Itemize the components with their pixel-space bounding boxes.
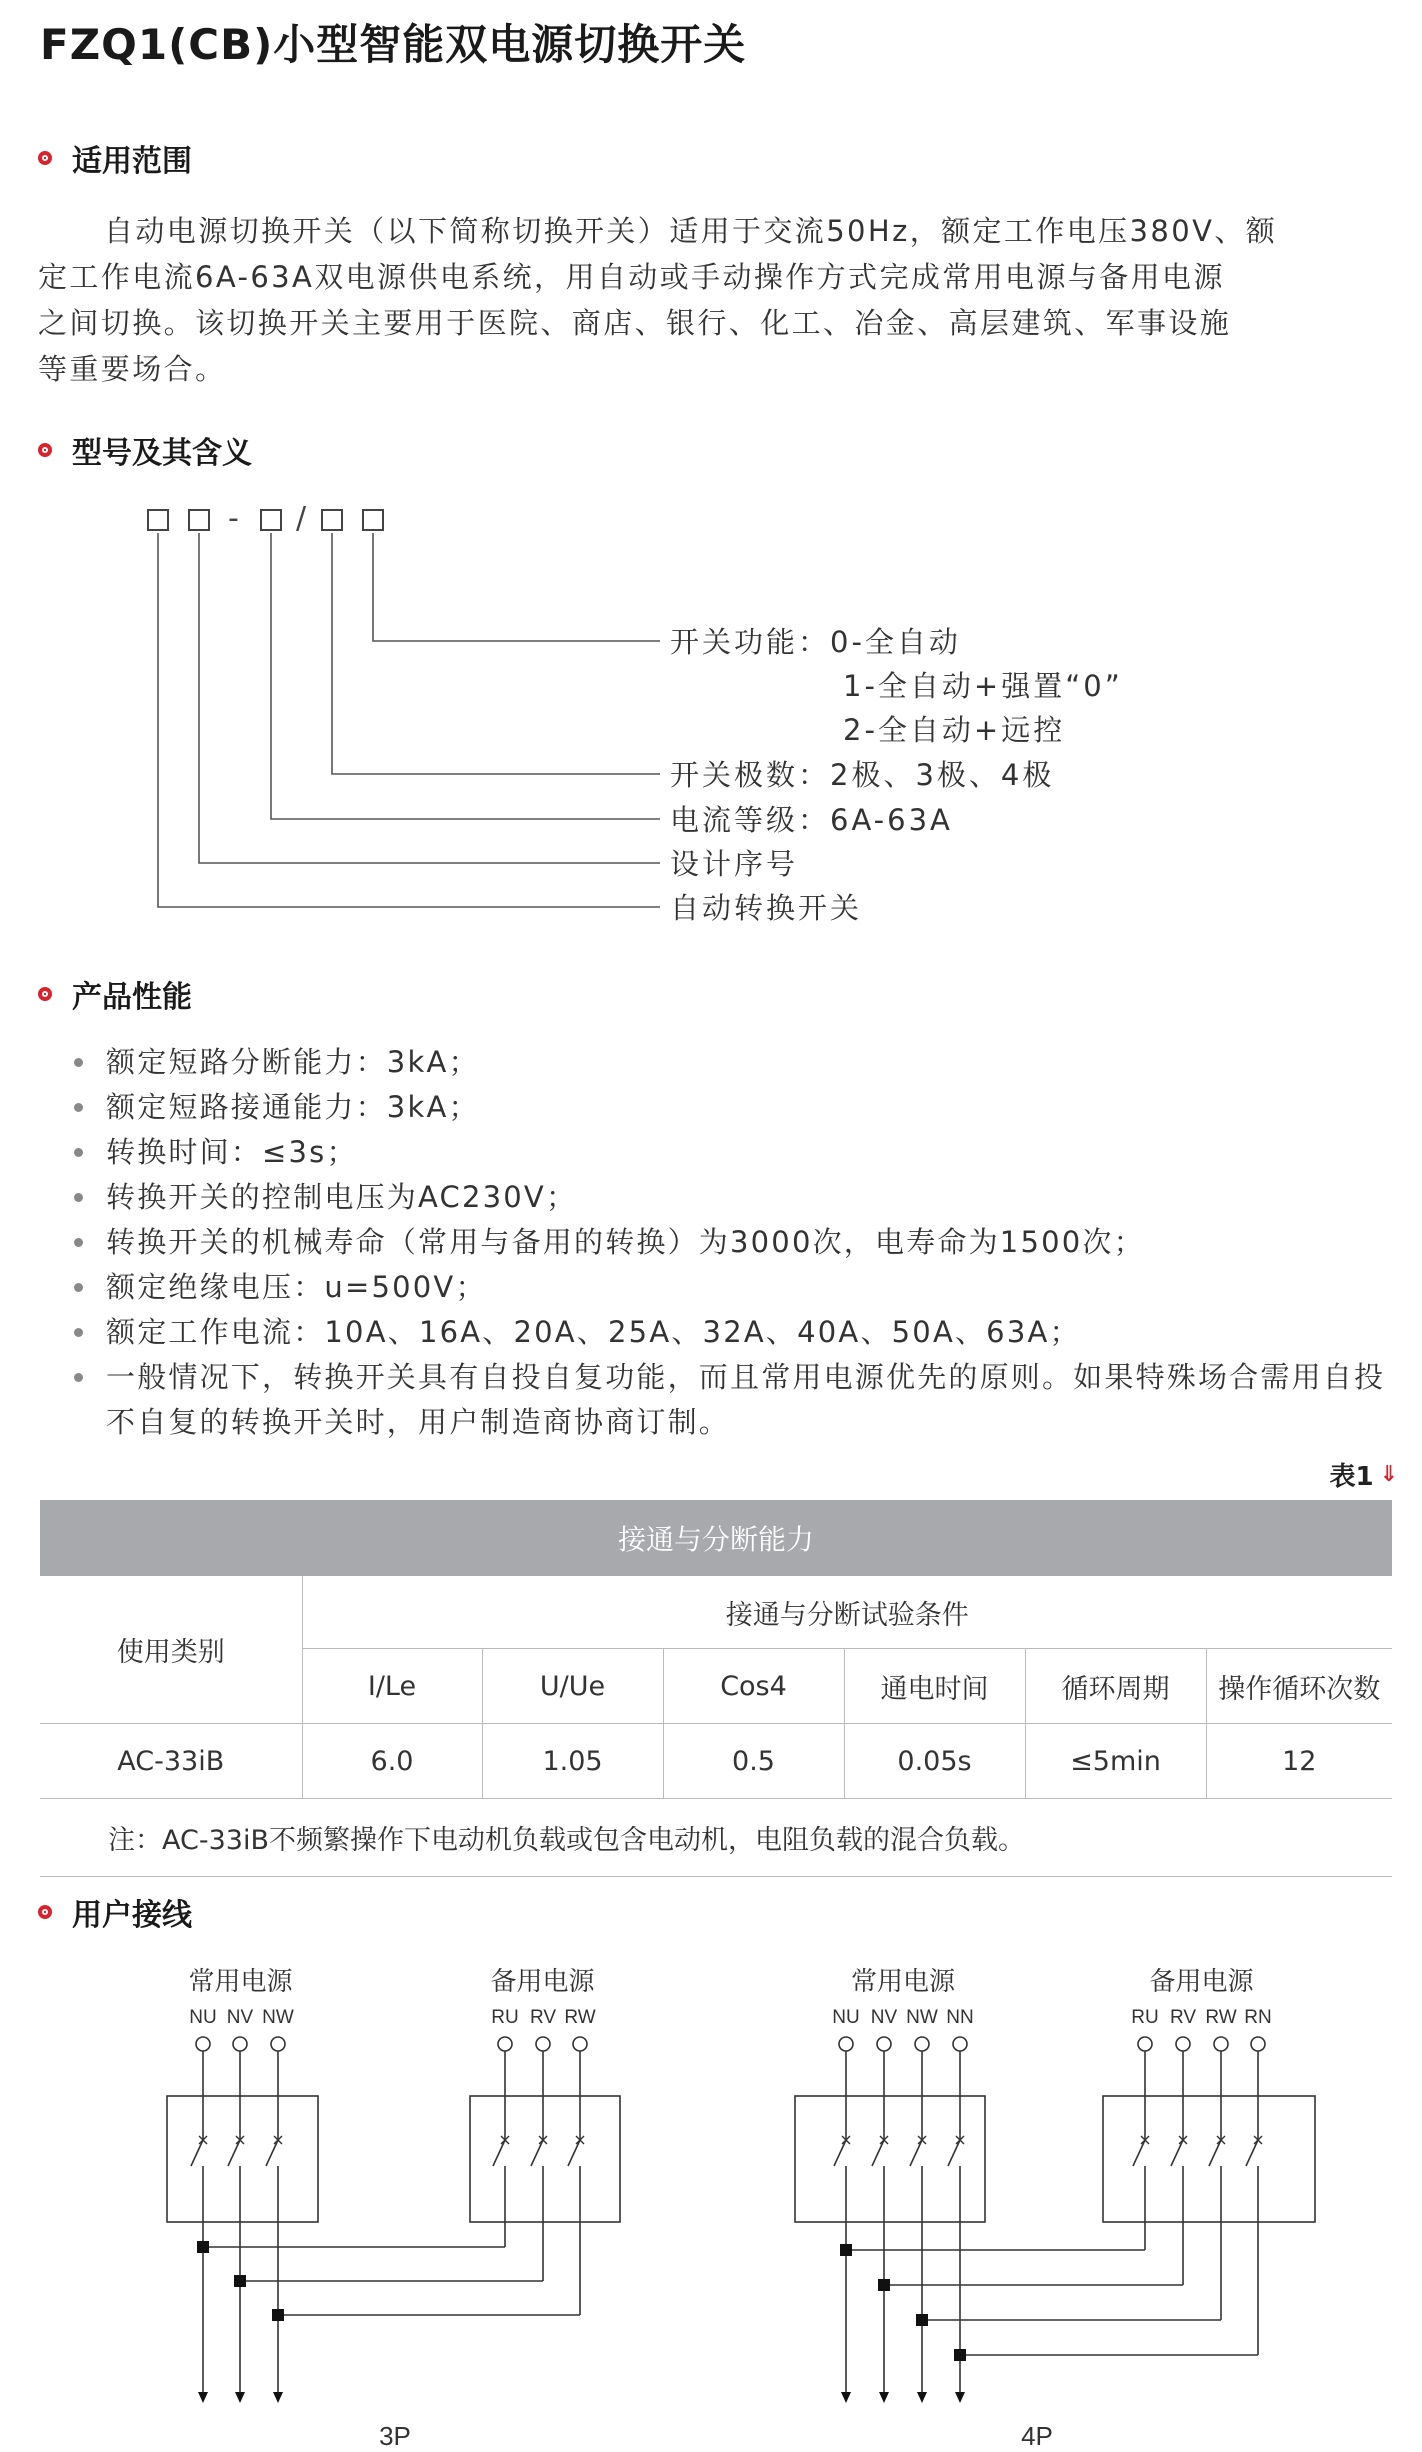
model-item-function <box>670 620 961 661</box>
model-item-series <box>670 842 798 883</box>
leader-line-function <box>373 533 660 641</box>
table-column-header: U/Ue <box>482 1649 663 1724</box>
junction-dot-icon <box>197 2241 209 2253</box>
section-heading-text: 适用范围 <box>72 144 192 179</box>
switch-blade-icon <box>834 2140 846 2166</box>
output-arrow-icon <box>955 2392 965 2403</box>
switch-blade-icon <box>872 2140 884 2166</box>
terminal-circle-icon <box>953 2037 967 2051</box>
backup-switch-box <box>470 2096 620 2222</box>
terminal-circle-icon <box>1251 2037 1265 2051</box>
model-item-value: 6A-63A <box>830 803 953 837</box>
list-item: 转换开关的控制电压为AC230V； <box>68 1175 1398 1220</box>
scope-line: 等重要场合。 <box>38 352 227 386</box>
section-heading-text: 产品性能 <box>72 980 192 1015</box>
model-item-function-option <box>843 708 1065 749</box>
model-item-poles <box>670 753 1054 794</box>
terminal-circle-icon <box>573 2037 587 2051</box>
switch-blade-icon <box>948 2140 960 2166</box>
terminal-label: NV <box>226 2007 254 2028</box>
table-row <box>40 1724 1392 1799</box>
model-item-label: 开关功能： <box>670 625 831 659</box>
terminal-label: RW <box>564 2007 596 2028</box>
terminal-circle-icon <box>1176 2037 1190 2051</box>
terminal-label: RV <box>529 2007 557 2028</box>
leader-line-current <box>271 533 660 819</box>
model-item-value: 1-全自动+强置“0” <box>843 669 1123 703</box>
list-item: 额定绝缘电压：u=500V； <box>68 1265 1398 1310</box>
table-note: 注：AC-33iB不频繁操作下电动机负载或包含电动机，电阻负载的混合负载。 <box>40 1799 1392 1877</box>
scope-line: 自动电源切换开关（以下简称切换开关）适用于交流50Hz，额定工作电压380V、额 <box>104 214 1278 248</box>
primary-switch-box <box>167 2096 318 2222</box>
junction-dot-icon <box>916 2314 928 2326</box>
table-cell: 0.05s <box>844 1724 1025 1799</box>
output-arrow-icon <box>198 2392 208 2403</box>
terminal-label: NW <box>262 2007 294 2028</box>
switch-blade-icon <box>1246 2140 1258 2166</box>
terminal-label: RW <box>1205 2007 1237 2028</box>
switch-blade-icon <box>493 2140 505 2166</box>
terminal-label: NU <box>189 2007 217 2028</box>
switch-blade-icon <box>266 2140 278 2166</box>
list-item: 转换开关的机械寿命（常用与备用的转换）为3000次，电寿命为1500次； <box>68 1220 1398 1265</box>
switch-blade-icon <box>1209 2140 1221 2166</box>
terminal-label: RU <box>491 2007 519 2028</box>
table-column-header: I/Le <box>302 1649 482 1724</box>
backup-source-label: 备用电源 <box>490 1966 595 1996</box>
scope-line: 定工作电流6A-63A双电源供电系统，用自动或手动操作方式完成常用电源与备用电源 <box>38 260 1225 294</box>
terminal-label: NN <box>946 2007 974 2028</box>
backup-switch-box <box>1103 2096 1315 2222</box>
section-heading-text: 型号及其含义 <box>72 436 252 471</box>
list-item: 额定短路分断能力：3kA； <box>68 1040 1398 1085</box>
table-column-header: 操作循环次数 <box>1206 1649 1392 1724</box>
terminal-circle-icon <box>536 2037 550 2051</box>
list-item: 一般情况下，转换开关具有自投自复功能，而且常用电源优先的原则。如果特殊场合需用自投不自复的转换开关时，用户制造商协商订制。 <box>68 1355 1398 1445</box>
model-item-value: 2-全自动+远控 <box>843 713 1066 747</box>
output-arrow-icon <box>917 2392 927 2403</box>
terminal-label: NV <box>870 2007 898 2028</box>
terminal-label: NW <box>906 2007 938 2028</box>
switch-blade-icon <box>1133 2140 1145 2166</box>
terminal-label: RN <box>1244 2007 1272 2028</box>
leader-line-poles <box>332 533 660 774</box>
junction-dot-icon <box>272 2309 284 2321</box>
terminal-circle-icon <box>196 2037 210 2051</box>
table-cell: 1.05 <box>482 1724 663 1799</box>
model-item-function-option <box>843 664 1123 705</box>
output-arrow-icon <box>273 2392 283 2403</box>
table-cell-category: AC-33iB <box>40 1724 302 1799</box>
list-item: 额定短路接通能力：3kA； <box>68 1085 1398 1130</box>
terminal-circle-icon <box>915 2037 929 2051</box>
switch-blade-icon <box>228 2140 240 2166</box>
primary-switch-box <box>795 2096 985 2222</box>
table-column-header: 通电时间 <box>844 1649 1025 1724</box>
terminal-circle-icon <box>1214 2037 1228 2051</box>
junction-dot-icon <box>878 2279 890 2291</box>
table-header-category: 使用类别 <box>40 1576 302 1724</box>
page-title: FZQ1(CB)小型智能双电源切换开关 <box>40 20 747 69</box>
diagram-caption: 4P <box>1021 2421 1053 2451</box>
switch-blade-icon <box>910 2140 922 2166</box>
section-bullet-icon <box>38 987 52 1001</box>
bullet-dot-icon <box>74 1103 83 1112</box>
arrow-down-icon: ⇓ <box>1379 1462 1398 1487</box>
table-cell: ≤5min <box>1025 1724 1206 1799</box>
switch-blade-icon <box>1171 2140 1183 2166</box>
capacity-table <box>40 1500 1392 1877</box>
terminal-label: RU <box>1131 2007 1159 2028</box>
wiring-diagrams <box>0 1940 1422 2452</box>
bullet-dot-icon <box>74 1283 83 1292</box>
section-bullet-icon <box>38 1905 52 1919</box>
model-item-type <box>670 886 862 927</box>
bullet-dot-icon <box>74 1238 83 1247</box>
table-label-text: 表1 <box>1329 1462 1374 1492</box>
bullet-dot-icon <box>74 1193 83 1202</box>
leader-line-type <box>158 533 660 907</box>
junction-dot-icon <box>954 2349 966 2361</box>
terminal-circle-icon <box>271 2037 285 2051</box>
switch-blade-icon <box>531 2140 543 2166</box>
table-cell: 6.0 <box>302 1724 482 1799</box>
model-item-value: 0-全自动 <box>830 625 961 659</box>
diagram-caption: 3P <box>379 2421 411 2451</box>
model-item-value: 2极、3极、4极 <box>830 758 1055 792</box>
primary-source-label: 常用电源 <box>188 1966 293 1996</box>
terminal-label: RV <box>1169 2007 1197 2028</box>
leader-line-series <box>199 533 660 863</box>
table-column-header: 循环周期 <box>1025 1649 1206 1724</box>
junction-dot-icon <box>840 2244 852 2256</box>
terminal-circle-icon <box>877 2037 891 2051</box>
table-header-conditions: 接通与分断试验条件 <box>302 1576 1392 1649</box>
switch-blade-icon <box>191 2140 203 2166</box>
model-dash: - <box>228 501 239 536</box>
terminal-circle-icon <box>498 2037 512 2051</box>
terminal-label: NU <box>832 2007 860 2028</box>
list-item: 额定工作电流：10A、16A、20A、25A、32A、40A、50A、63A； <box>68 1310 1398 1355</box>
output-arrow-icon <box>235 2392 245 2403</box>
terminal-circle-icon <box>839 2037 853 2051</box>
section-heading-wiring <box>38 1890 192 1934</box>
output-arrow-icon <box>841 2392 851 2403</box>
model-item-current <box>670 798 953 839</box>
scope-line: 之间切换。该切换开关主要用于医院、商店、银行、化工、冶金、高层建筑、军事设施 <box>38 306 1232 340</box>
performance-list <box>68 1040 1398 1445</box>
bullet-dot-icon <box>74 1148 83 1157</box>
bullet-dot-icon <box>74 1058 83 1067</box>
model-item-label: 开关极数： <box>670 758 831 792</box>
table-column-header: Cos4 <box>663 1649 844 1724</box>
terminal-circle-icon <box>233 2037 247 2051</box>
section-heading-performance <box>38 972 192 1016</box>
table-cell: 0.5 <box>663 1724 844 1799</box>
model-item-label: 电流等级： <box>670 803 831 837</box>
table-cell: 12 <box>1206 1724 1392 1799</box>
bullet-dot-icon <box>74 1328 83 1337</box>
table-title: 接通与分断能力 <box>40 1500 1392 1576</box>
junction-dot-icon <box>234 2275 246 2287</box>
model-item-label: 设计序号 <box>670 847 799 881</box>
switch-blade-icon <box>568 2140 580 2166</box>
output-arrow-icon <box>879 2392 889 2403</box>
model-slash: / <box>296 501 307 536</box>
list-item: 转换时间：≤3s； <box>68 1130 1398 1175</box>
backup-source-label: 备用电源 <box>1149 1966 1254 1996</box>
terminal-circle-icon <box>1138 2037 1152 2051</box>
model-item-label: 自动转换开关 <box>670 891 863 925</box>
primary-source-label: 常用电源 <box>850 1966 956 1996</box>
section-heading-text: 用户接线 <box>72 1898 192 1933</box>
bullet-dot-icon <box>74 1373 83 1382</box>
table-label <box>1329 1456 1398 1493</box>
model-leader-lines <box>0 0 700 960</box>
